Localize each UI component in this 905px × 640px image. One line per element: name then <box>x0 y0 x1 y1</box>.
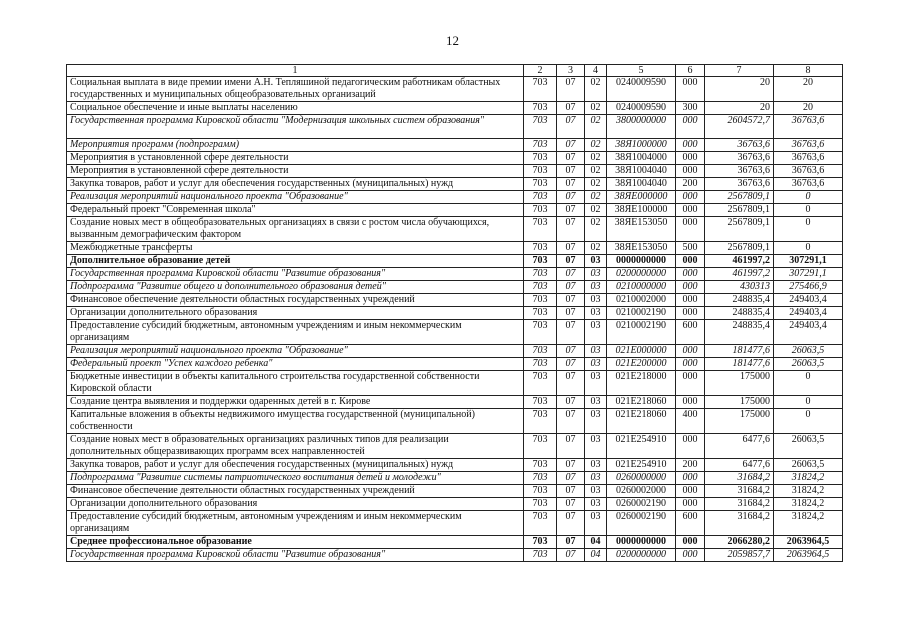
row-name-cell: Создание новых мест в общеобразовательных организациях в связи с ростом числа обучающихся, вызванным демографическим фактором <box>67 217 524 242</box>
row-code-cell: 703 <box>524 498 557 511</box>
row-amount-2021-cell: 2567809,1 <box>705 204 774 217</box>
row-target-article-cell: 0210002190 <box>607 307 676 320</box>
row-amount-2021-cell: 36763,6 <box>705 178 774 191</box>
row-amount-2022-cell: 275466,9 <box>774 281 843 294</box>
row-amount-2022-cell: 26063,5 <box>774 345 843 358</box>
row-name-cell: Государственная программа Кировской области "Развитие образования" <box>67 549 524 562</box>
row-amount-2022-cell: 36763,6 <box>774 178 843 191</box>
table-row <box>67 102 843 115</box>
table-row <box>67 498 843 511</box>
row-code-cell: 703 <box>524 485 557 498</box>
row-subsection-cell: 03 <box>585 307 607 320</box>
row-target-article-cell: 0260002190 <box>607 511 676 536</box>
row-target-article-cell: 0240009590 <box>607 102 676 115</box>
row-name-cell: Реализация мероприятий национального проекта "Образование" <box>67 191 524 204</box>
row-amount-2022-cell: 26063,5 <box>774 434 843 459</box>
row-expense-type-cell: 200 <box>676 178 705 191</box>
row-subsection-cell: 02 <box>585 217 607 242</box>
row-amount-2021-cell: 2059857,7 <box>705 549 774 562</box>
row-expense-type-cell: 000 <box>676 472 705 485</box>
row-amount-2021-cell: 175000 <box>705 396 774 409</box>
row-name-cell: Среднее профессиональное образование <box>67 536 524 549</box>
row-expense-type-cell: 300 <box>676 102 705 115</box>
row-amount-2022-cell: 0 <box>774 409 843 434</box>
row-subsection-cell: 02 <box>585 102 607 115</box>
row-amount-2021-cell: 181477,6 <box>705 358 774 371</box>
row-name-cell: Организации дополнительного образования <box>67 307 524 320</box>
row-amount-2022-cell: 249403,4 <box>774 320 843 345</box>
row-amount-2022-cell: 31824,2 <box>774 485 843 498</box>
row-section-cell: 07 <box>557 294 585 307</box>
row-amount-2021-cell: 248835,4 <box>705 320 774 345</box>
table-row <box>67 139 843 152</box>
row-amount-2022-cell: 31824,2 <box>774 498 843 511</box>
row-amount-2022-cell: 2063964,5 <box>774 536 843 549</box>
row-target-article-cell: 0240009590 <box>607 77 676 102</box>
row-code-cell: 703 <box>524 268 557 281</box>
table-row <box>67 178 843 191</box>
row-amount-2021-cell: 36763,6 <box>705 165 774 178</box>
table-row <box>67 165 843 178</box>
row-code-cell: 703 <box>524 102 557 115</box>
row-subsection-cell: 03 <box>585 255 607 268</box>
table-row <box>67 485 843 498</box>
row-amount-2021-cell: 31684,2 <box>705 511 774 536</box>
row-amount-2022-cell: 249403,4 <box>774 307 843 320</box>
row-section-cell: 07 <box>557 409 585 434</box>
row-name-cell: Создание новых мест в образовательных организациях различных типов для реализации дополнительных общеразвивающих программ всех направленностей <box>67 434 524 459</box>
row-amount-2022-cell: 0 <box>774 204 843 217</box>
row-subsection-cell: 02 <box>585 165 607 178</box>
row-expense-type-cell: 000 <box>676 536 705 549</box>
row-code-cell: 703 <box>524 358 557 371</box>
row-section-cell: 07 <box>557 102 585 115</box>
row-subsection-cell: 02 <box>585 178 607 191</box>
row-code-cell: 703 <box>524 242 557 255</box>
row-amount-2021-cell: 2567809,1 <box>705 217 774 242</box>
row-amount-2021-cell: 461997,2 <box>705 255 774 268</box>
row-expense-type-cell: 000 <box>676 485 705 498</box>
row-code-cell: 703 <box>524 139 557 152</box>
row-subsection-cell: 02 <box>585 139 607 152</box>
row-code-cell: 703 <box>524 434 557 459</box>
row-subsection-cell: 02 <box>585 204 607 217</box>
row-amount-2021-cell: 2066280,2 <box>705 536 774 549</box>
row-subsection-cell: 02 <box>585 242 607 255</box>
row-code-cell: 703 <box>524 255 557 268</box>
row-name-cell: Подпрограмма "Развитие общего и дополнительного образования детей" <box>67 281 524 294</box>
header-cell: 2 <box>524 65 557 77</box>
row-section-cell: 07 <box>557 77 585 102</box>
header-cell: 7 <box>705 65 774 77</box>
table-row <box>67 152 843 165</box>
row-expense-type-cell: 000 <box>676 294 705 307</box>
row-section-cell: 07 <box>557 371 585 396</box>
row-name-cell: Государственная программа Кировской области "Модернизация школьных систем образования" <box>67 115 524 139</box>
row-name-cell: Федеральный проект "Современная школа" <box>67 204 524 217</box>
row-amount-2022-cell: 307291,1 <box>774 255 843 268</box>
row-expense-type-cell: 000 <box>676 165 705 178</box>
row-amount-2022-cell: 36763,6 <box>774 139 843 152</box>
row-amount-2021-cell: 31684,2 <box>705 472 774 485</box>
table-row <box>67 345 843 358</box>
row-amount-2021-cell: 248835,4 <box>705 307 774 320</box>
row-section-cell: 07 <box>557 434 585 459</box>
row-amount-2021-cell: 430313 <box>705 281 774 294</box>
table-row <box>67 396 843 409</box>
row-expense-type-cell: 000 <box>676 358 705 371</box>
row-target-article-cell: 3800000000 <box>607 115 676 139</box>
row-code-cell: 703 <box>524 536 557 549</box>
header-cell: 6 <box>676 65 705 77</box>
table-row <box>67 536 843 549</box>
row-amount-2022-cell: 0 <box>774 396 843 409</box>
table-row <box>67 77 843 102</box>
row-amount-2021-cell: 31684,2 <box>705 485 774 498</box>
row-name-cell: Дополнительное образование детей <box>67 255 524 268</box>
row-subsection-cell: 03 <box>585 294 607 307</box>
row-code-cell: 703 <box>524 191 557 204</box>
row-target-article-cell: 38ЯЕ000000 <box>607 191 676 204</box>
row-subsection-cell: 02 <box>585 115 607 139</box>
row-code-cell: 703 <box>524 371 557 396</box>
row-target-article-cell: 38Я1004040 <box>607 178 676 191</box>
row-code-cell: 703 <box>524 345 557 358</box>
row-name-cell: Мероприятия программ (подпрограмм) <box>67 139 524 152</box>
row-subsection-cell: 03 <box>585 268 607 281</box>
header-cell: 4 <box>585 65 607 77</box>
row-section-cell: 07 <box>557 549 585 562</box>
table-row <box>67 549 843 562</box>
row-target-article-cell: 0210002000 <box>607 294 676 307</box>
row-expense-type-cell: 000 <box>676 268 705 281</box>
table-row <box>67 358 843 371</box>
row-section-cell: 07 <box>557 485 585 498</box>
row-target-article-cell: 0000000000 <box>607 255 676 268</box>
row-code-cell: 703 <box>524 396 557 409</box>
row-target-article-cell: 0000000000 <box>607 536 676 549</box>
row-target-article-cell: 38Я1004040 <box>607 165 676 178</box>
row-amount-2021-cell: 175000 <box>705 371 774 396</box>
row-section-cell: 07 <box>557 268 585 281</box>
row-section-cell: 07 <box>557 281 585 294</box>
table-row <box>67 294 843 307</box>
row-expense-type-cell: 000 <box>676 396 705 409</box>
row-section-cell: 07 <box>557 165 585 178</box>
row-expense-type-cell: 000 <box>676 139 705 152</box>
row-code-cell: 703 <box>524 409 557 434</box>
row-code-cell: 703 <box>524 217 557 242</box>
row-target-article-cell: 0260000000 <box>607 472 676 485</box>
row-amount-2022-cell: 0 <box>774 242 843 255</box>
header-cell: 3 <box>557 65 585 77</box>
table-row <box>67 204 843 217</box>
row-amount-2022-cell: 31824,2 <box>774 472 843 485</box>
row-target-article-cell: 0260002190 <box>607 498 676 511</box>
table-row <box>67 255 843 268</box>
row-amount-2022-cell: 0 <box>774 371 843 396</box>
row-amount-2021-cell: 461997,2 <box>705 268 774 281</box>
row-section-cell: 07 <box>557 472 585 485</box>
row-amount-2022-cell: 0 <box>774 217 843 242</box>
row-target-article-cell: 0210002190 <box>607 320 676 345</box>
row-target-article-cell: 38Я1004000 <box>607 152 676 165</box>
row-amount-2021-cell: 36763,6 <box>705 152 774 165</box>
row-section-cell: 07 <box>557 139 585 152</box>
table-row <box>67 307 843 320</box>
row-target-article-cell: 0210000000 <box>607 281 676 294</box>
row-section-cell: 07 <box>557 307 585 320</box>
table-row <box>67 371 843 396</box>
row-code-cell: 703 <box>524 294 557 307</box>
row-amount-2022-cell: 31824,2 <box>774 511 843 536</box>
row-expense-type-cell: 000 <box>676 152 705 165</box>
header-cell: 8 <box>774 65 843 77</box>
row-name-cell: Закупка товаров, работ и услуг для обеспечения государственных (муниципальных) нужд <box>67 178 524 191</box>
table-row <box>67 281 843 294</box>
row-subsection-cell: 03 <box>585 345 607 358</box>
row-subsection-cell: 03 <box>585 485 607 498</box>
row-subsection-cell: 02 <box>585 77 607 102</box>
row-amount-2021-cell: 6477,6 <box>705 459 774 472</box>
row-expense-type-cell: 000 <box>676 191 705 204</box>
row-code-cell: 703 <box>524 320 557 345</box>
row-code-cell: 703 <box>524 281 557 294</box>
row-expense-type-cell: 000 <box>676 549 705 562</box>
row-subsection-cell: 02 <box>585 152 607 165</box>
header-cell: 1 <box>67 65 524 77</box>
row-target-article-cell: 0260002000 <box>607 485 676 498</box>
row-subsection-cell: 03 <box>585 511 607 536</box>
row-amount-2021-cell: 20 <box>705 77 774 102</box>
table-row <box>67 115 843 139</box>
row-name-cell: Предоставление субсидий бюджетным, автономным учреждениям и иным некоммерческим организациям <box>67 511 524 536</box>
table-row <box>67 472 843 485</box>
row-name-cell: Финансовое обеспечение деятельности областных государственных учреждений <box>67 485 524 498</box>
row-code-cell: 703 <box>524 165 557 178</box>
row-section-cell: 07 <box>557 178 585 191</box>
table-row <box>67 511 843 536</box>
row-section-cell: 07 <box>557 511 585 536</box>
row-name-cell: Бюджетные инвестиции в объекты капитального строительства государственной собственности Кировской области <box>67 371 524 396</box>
row-amount-2022-cell: 249403,4 <box>774 294 843 307</box>
row-amount-2022-cell: 0 <box>774 191 843 204</box>
row-amount-2021-cell: 2567809,1 <box>705 191 774 204</box>
row-section-cell: 07 <box>557 217 585 242</box>
row-section-cell: 07 <box>557 345 585 358</box>
row-section-cell: 07 <box>557 358 585 371</box>
row-name-cell: Организации дополнительного образования <box>67 498 524 511</box>
table-row <box>67 242 843 255</box>
row-section-cell: 07 <box>557 396 585 409</box>
row-section-cell: 07 <box>557 191 585 204</box>
row-target-article-cell: 021Е000000 <box>607 345 676 358</box>
row-expense-type-cell: 000 <box>676 115 705 139</box>
row-code-cell: 703 <box>524 204 557 217</box>
row-code-cell: 703 <box>524 152 557 165</box>
row-section-cell: 07 <box>557 115 585 139</box>
row-amount-2022-cell: 26063,5 <box>774 459 843 472</box>
table-row <box>67 434 843 459</box>
row-expense-type-cell: 000 <box>676 498 705 511</box>
row-subsection-cell: 03 <box>585 434 607 459</box>
row-subsection-cell: 03 <box>585 358 607 371</box>
table-row <box>67 459 843 472</box>
row-amount-2021-cell: 20 <box>705 102 774 115</box>
table-row <box>67 320 843 345</box>
row-target-article-cell: 021Е218060 <box>607 409 676 434</box>
row-target-article-cell: 38ЯЕ153050 <box>607 217 676 242</box>
row-target-article-cell: 0200000000 <box>607 549 676 562</box>
row-target-article-cell: 021Е218060 <box>607 396 676 409</box>
row-section-cell: 07 <box>557 536 585 549</box>
column-number-header <box>67 65 843 77</box>
header-cell: 5 <box>607 65 676 77</box>
row-subsection-cell: 03 <box>585 459 607 472</box>
row-name-cell: Реализация мероприятий национального проекта "Образование" <box>67 345 524 358</box>
row-subsection-cell: 04 <box>585 549 607 562</box>
row-target-article-cell: 38ЯЕ100000 <box>607 204 676 217</box>
row-section-cell: 07 <box>557 320 585 345</box>
row-target-article-cell: 021Е254910 <box>607 459 676 472</box>
row-section-cell: 07 <box>557 459 585 472</box>
row-section-cell: 07 <box>557 204 585 217</box>
row-section-cell: 07 <box>557 498 585 511</box>
row-target-article-cell: 021Е200000 <box>607 358 676 371</box>
row-expense-type-cell: 000 <box>676 204 705 217</box>
row-expense-type-cell: 000 <box>676 77 705 102</box>
table-row <box>67 409 843 434</box>
row-section-cell: 07 <box>557 255 585 268</box>
row-subsection-cell: 03 <box>585 320 607 345</box>
row-expense-type-cell: 000 <box>676 255 705 268</box>
table-row <box>67 217 843 242</box>
row-name-cell: Социальная выплата в виде премии имени А.Н. Тепляшиной педагогическим работникам областных государственных и муниципальных общеобразовательных организаций <box>67 77 524 102</box>
row-expense-type-cell: 000 <box>676 434 705 459</box>
row-amount-2022-cell: 36763,6 <box>774 152 843 165</box>
row-amount-2021-cell: 181477,6 <box>705 345 774 358</box>
row-amount-2022-cell: 36763,6 <box>774 115 843 139</box>
row-name-cell: Межбюджетные трансферты <box>67 242 524 255</box>
row-code-cell: 703 <box>524 307 557 320</box>
row-name-cell: Мероприятия в установленной сфере деятельности <box>67 165 524 178</box>
row-code-cell: 703 <box>524 472 557 485</box>
table-row <box>67 191 843 204</box>
row-expense-type-cell: 500 <box>676 242 705 255</box>
row-name-cell: Государственная программа Кировской области "Развитие образования" <box>67 268 524 281</box>
row-subsection-cell: 03 <box>585 281 607 294</box>
row-amount-2021-cell: 6477,6 <box>705 434 774 459</box>
row-subsection-cell: 02 <box>585 191 607 204</box>
row-amount-2021-cell: 2567809,1 <box>705 242 774 255</box>
row-name-cell: Капитальные вложения в объекты недвижимого имущества государственной (муниципальной) собственности <box>67 409 524 434</box>
row-name-cell: Подпрограмма "Развитие системы патриотического воспитания детей и молодежи" <box>67 472 524 485</box>
row-code-cell: 703 <box>524 511 557 536</box>
row-amount-2022-cell: 26063,5 <box>774 358 843 371</box>
row-amount-2022-cell: 2063964,5 <box>774 549 843 562</box>
row-code-cell: 703 <box>524 549 557 562</box>
row-code-cell: 703 <box>524 459 557 472</box>
row-expense-type-cell: 000 <box>676 281 705 294</box>
row-amount-2021-cell: 2604572,7 <box>705 115 774 139</box>
page-number: 12 <box>446 33 459 48</box>
row-target-article-cell: 0200000000 <box>607 268 676 281</box>
row-subsection-cell: 03 <box>585 409 607 434</box>
row-subsection-cell: 03 <box>585 371 607 396</box>
row-expense-type-cell: 000 <box>676 345 705 358</box>
row-name-cell: Создание центра выявления и поддержки одаренных детей в г. Кирове <box>67 396 524 409</box>
budget-table <box>66 64 843 562</box>
row-code-cell: 703 <box>524 115 557 139</box>
row-expense-type-cell: 600 <box>676 511 705 536</box>
row-subsection-cell: 03 <box>585 396 607 409</box>
row-name-cell: Предоставление субсидий бюджетным, автономным учреждениям и иным некоммерческим организациям <box>67 320 524 345</box>
row-name-cell: Мероприятия в установленной сфере деятельности <box>67 152 524 165</box>
row-code-cell: 703 <box>524 77 557 102</box>
row-amount-2021-cell: 175000 <box>705 409 774 434</box>
row-target-article-cell: 021Е218000 <box>607 371 676 396</box>
row-amount-2021-cell: 248835,4 <box>705 294 774 307</box>
row-name-cell: Закупка товаров, работ и услуг для обеспечения государственных (муниципальных) нужд <box>67 459 524 472</box>
row-section-cell: 07 <box>557 152 585 165</box>
row-subsection-cell: 04 <box>585 536 607 549</box>
row-subsection-cell: 03 <box>585 472 607 485</box>
row-expense-type-cell: 000 <box>676 371 705 396</box>
row-name-cell: Федеральный проект "Успех каждого ребенка" <box>67 358 524 371</box>
row-expense-type-cell: 200 <box>676 459 705 472</box>
row-amount-2022-cell: 20 <box>774 102 843 115</box>
row-expense-type-cell: 400 <box>676 409 705 434</box>
row-amount-2022-cell: 20 <box>774 77 843 102</box>
row-amount-2022-cell: 36763,6 <box>774 165 843 178</box>
row-amount-2022-cell: 307291,1 <box>774 268 843 281</box>
row-expense-type-cell: 600 <box>676 320 705 345</box>
row-expense-type-cell: 000 <box>676 217 705 242</box>
row-section-cell: 07 <box>557 242 585 255</box>
row-code-cell: 703 <box>524 178 557 191</box>
row-target-article-cell: 38ЯЕ153050 <box>607 242 676 255</box>
row-target-article-cell: 021Е254910 <box>607 434 676 459</box>
table-row <box>67 268 843 281</box>
row-amount-2021-cell: 31684,2 <box>705 498 774 511</box>
row-target-article-cell: 38Я1000000 <box>607 139 676 152</box>
row-amount-2021-cell: 36763,6 <box>705 139 774 152</box>
row-name-cell: Финансовое обеспечение деятельности областных государственных учреждений <box>67 294 524 307</box>
row-expense-type-cell: 000 <box>676 307 705 320</box>
row-name-cell: Социальное обеспечение и иные выплаты населению <box>67 102 524 115</box>
row-subsection-cell: 03 <box>585 498 607 511</box>
